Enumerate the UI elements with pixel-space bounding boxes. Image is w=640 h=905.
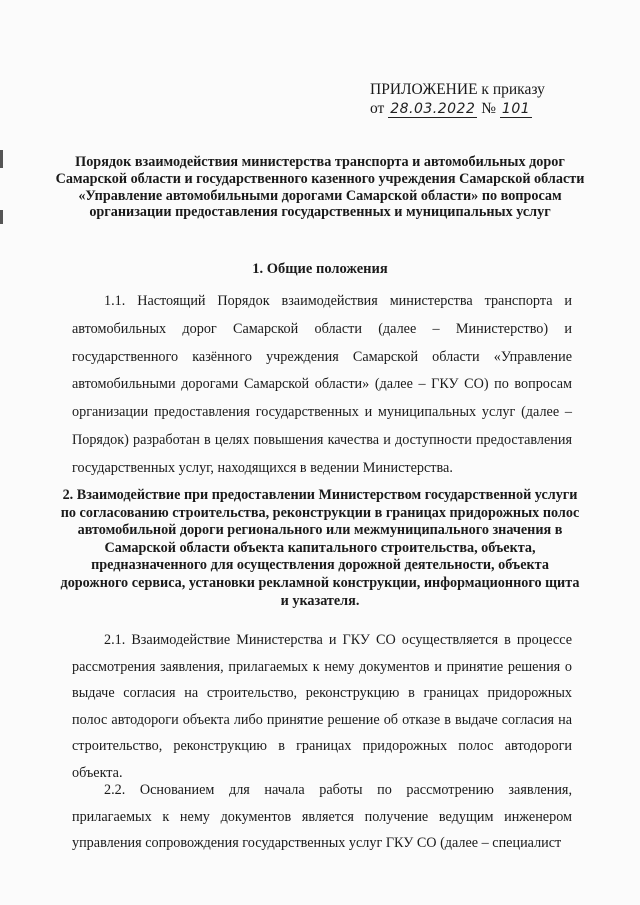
scan-edge-mark: [0, 210, 3, 224]
paragraph: 2.1. Взаимодействие Министерства и ГКУ СО осуществляется в процессе рассмотрения заявления, прилагаемых к нему документов и принятие решения о выдаче согласия на строительство, реконструкцию в границах придорожных полос автодороги объекта либо принятие решение об отказе в выдаче согласия на строительство, реконструкцию в границах придорожных полос автодороги объекта.: [72, 632, 572, 781]
annex-label: ПРИЛОЖЕНИЕ к приказу: [370, 81, 545, 98]
annex-block: [370, 80, 545, 119]
handwritten-date: 28.03.2022: [390, 101, 476, 117]
paragraph: 2.2. Основанием для начала работы по рассмотрению заявления, прилагаемых к нему документов является получение ведущим инженером управления сопровождения государственных услуг ГКУ СО (далее – специалист: [72, 782, 572, 851]
number-sign: №: [481, 100, 497, 117]
document-title: Порядок взаимодействия министерства транспорта и автомобильных дорог Самарской области и государственного казенного учреждения Самарской области «Управление автомобильными дорогами Самарской области» по вопросам организации предоставления государственных и муниципальных услуг: [55, 154, 585, 221]
date-prefix: от: [370, 100, 385, 117]
section-heading: 1. Общие положения: [252, 261, 388, 277]
section-heading: 2. Взаимодействие при предоставлении Министерством государственной услуги по согласованию строительства, реконструкции в границах придорожных полос автомобильной дороги регионального или межмуниципального значения в Самарской области объекта капитального строительства, объекта, предназначенного для осуществления дорожной деятельности, объекта дорожного сервиса, установки рекламной конструкции, информационного щита и указателя.: [60, 487, 580, 609]
handwritten-number: 101: [501, 101, 531, 117]
scan-edge-mark: [0, 150, 3, 168]
order-reference: [370, 99, 545, 119]
paragraph: 1.1. Настоящий Порядок взаимодействия министерства транспорта и автомобильных дорог Самарской области (далее – Министерство) и государственного казённого учреждения Самарской области «Управление автомобильными дорогами Самарской области» (далее – ГКУ СО) по вопросам организации предоставления государственных и муниципальных услуг (далее – Порядок) разработан в целях повышения качества и доступности предоставления государственных услуг, находящихся в ведении Министерства.: [72, 293, 572, 476]
